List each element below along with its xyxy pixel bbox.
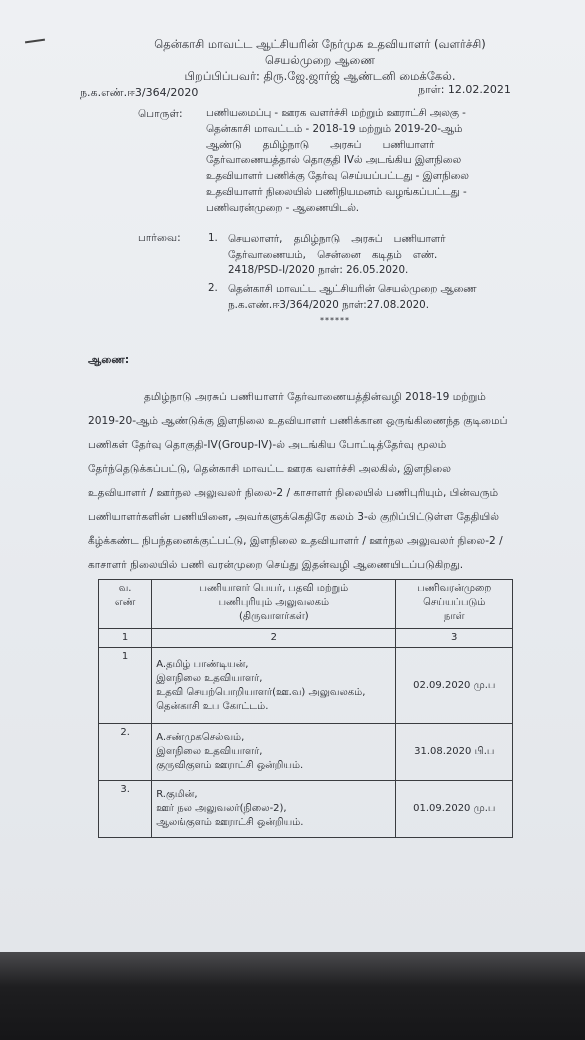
subject-line: ஆண்டு தமிழ்நாடு அரசுப் பணியாளர் bbox=[206, 138, 435, 151]
order-line: உதவியாளர் / ஊர்நல அலுவலர் நிலை-2 / காசாளர் நிலையில் பணிபுரியும், பின்வரும் bbox=[88, 487, 499, 499]
order-date: நாள்: 12.02.2021 bbox=[418, 83, 511, 96]
row-date: 02.09.2020 மு.ப bbox=[396, 648, 513, 724]
header-employee-details bbox=[152, 580, 396, 629]
table-row bbox=[99, 648, 513, 724]
employee-line: R.குமின், bbox=[156, 789, 198, 800]
column-number: 2 bbox=[152, 629, 396, 648]
header-text: பணிபுரியும் அலுவலகம் bbox=[218, 597, 330, 608]
header-text: வ. bbox=[118, 583, 132, 594]
table-row bbox=[99, 781, 513, 838]
pen-mark bbox=[25, 39, 45, 44]
order-line: காசாளர் நிலையில் பணி வரன்முறை செய்து இதன்வழி ஆணையிடப்படுகிறது. bbox=[88, 559, 464, 571]
order-line: பணிகள் தேர்வு தொகுதி-IV(Group-IV)-ல் அடங்கிய போட்டித்தேர்வு மூலம் bbox=[88, 439, 447, 451]
column-number: 3 bbox=[396, 629, 513, 648]
row-employee-details bbox=[152, 648, 396, 724]
row-serial-number: 3. bbox=[99, 781, 152, 838]
header-text: பணியாளர் பெயர், பதவி மற்றும் bbox=[199, 583, 349, 594]
header-text: எண் bbox=[114, 597, 136, 608]
row-serial-number: 1 bbox=[99, 648, 152, 724]
reference-label: பார்வை: bbox=[138, 232, 181, 244]
employee-line: இளநிலை உதவியாளர், bbox=[156, 746, 263, 757]
employee-line: உதவி செயற்பொறியாளர்(ஊ.வ) அலுவலகம், bbox=[156, 686, 366, 698]
order-line: தேர்ந்தெடுக்கப்பட்டு, தென்காசி மாவட்ட ஊரக வளர்ச்சி அலகில், இளநிலை bbox=[88, 463, 452, 475]
employee-line: தென்காசி உப கோட்டம். bbox=[156, 700, 269, 712]
header-line-3: பிறப்பிப்பவர்: திரு.ஜே.ஜார்ஜ் ஆண்டனி மைக்கேல். bbox=[184, 69, 456, 83]
background-surface bbox=[0, 952, 585, 1040]
header-serial-number bbox=[99, 580, 152, 629]
order-label: ஆணை: bbox=[88, 354, 130, 366]
reference-number: ந.க.எண்.ஈ3/364/2020 bbox=[80, 86, 199, 99]
regularisation-table bbox=[98, 579, 513, 838]
subject-line: பணிவரன்முறை - ஆணையிடல். bbox=[206, 201, 360, 214]
header-line-2: செயல்முறை ஆணை bbox=[265, 53, 375, 67]
header-regularisation-date bbox=[396, 580, 513, 629]
row-date: 01.09.2020 மு.ப bbox=[396, 781, 513, 838]
order-line: 2019-20-ஆம் ஆண்டுக்கு இளநிலை உதவியாளர் பணிக்கான ஒருங்கிணைந்த குடிமைப் bbox=[88, 415, 508, 427]
reference-line: 2418/PSD-I/2020 நாள்: 26.05.2020. bbox=[228, 264, 409, 276]
order-body bbox=[88, 385, 508, 577]
subject-line: தேர்வாணையத்தால் தொகுதி IVல் அடங்கிய இளநிலை bbox=[206, 154, 462, 167]
table-row bbox=[99, 724, 513, 781]
subject-line: உதவியாளர் பணிக்கு தேர்வு செய்யப்பட்டது - இளநிலை bbox=[206, 170, 469, 183]
row-employee-details bbox=[152, 781, 396, 838]
header-text: நாள் bbox=[443, 611, 465, 622]
reference-line: செயலாளர், தமிழ்நாடு அரசுப் பணியாளர் bbox=[228, 233, 446, 245]
subject-label: பொருள்: bbox=[138, 108, 183, 120]
header-text: செய்யப்படும் bbox=[423, 597, 486, 608]
reference-item-number: 1. bbox=[208, 232, 218, 244]
subject-line: உதவியாளர் நிலையில் பணிநியமனம் வழங்கப்பட்டது - bbox=[206, 185, 467, 198]
order-line: பணியாளர்களின் பணியினை, அவர்களுக்கெதிரே கலம் 3-ல் குறிப்பிட்டுள்ள தேதியில் bbox=[88, 511, 500, 523]
reference-line: தேர்வாணையம், சென்னை கடிதம் எண். bbox=[228, 248, 438, 261]
employee-line: ஊர் நல அலுவலர்(நிலை-2), bbox=[156, 803, 287, 814]
employee-line: ஆலங்குளம் ஊராட்சி ஒன்றியம். bbox=[156, 817, 304, 828]
row-employee-details bbox=[152, 724, 396, 781]
table-header-row bbox=[99, 580, 513, 629]
employee-line: A.தமிழ் பாண்டியன், bbox=[156, 658, 249, 670]
header-text: (திருவாளர்கள்) bbox=[238, 611, 309, 622]
employee-line: குருவிகுளம் ஊராட்சி ஒன்றியம். bbox=[156, 760, 304, 771]
reference-item-1 bbox=[228, 232, 528, 279]
reference-line: ந.க.எண்.ஈ3/364/2020 நாள்:27.08.2020. bbox=[228, 298, 430, 311]
column-number-row bbox=[99, 629, 513, 648]
subject-text bbox=[206, 106, 526, 217]
separator-stars: ****** bbox=[320, 316, 350, 325]
subject-line: பணியமைப்பு - ஊரக வளர்ச்சி மற்றும் ஊராட்சி அலகு - bbox=[206, 107, 466, 119]
order-line: தமிழ்நாடு அரசுப் பணியாளர் தேர்வாணையத்தின்வழி 2018-19 மற்றும் bbox=[144, 391, 486, 403]
subject-line: தென்காசி மாவட்டம் - 2018-19 மற்றும் 2019-20-ஆம் bbox=[206, 122, 463, 135]
header-line-1: தென்காசி மாவட்ட ஆட்சியரின் நேர்முக உதவியாளர் (வளர்ச்சி) bbox=[154, 37, 486, 51]
reference-line: தென்காசி மாவட்ட ஆட்சியரின் செயல்முறை ஆணை bbox=[228, 283, 477, 295]
row-date: 31.08.2020 பி.ப bbox=[396, 724, 513, 781]
employee-line: இளநிலை உதவியாளர், bbox=[156, 672, 263, 684]
row-serial-number: 2. bbox=[99, 724, 152, 781]
column-number: 1 bbox=[99, 629, 152, 648]
employee-line: A.சண்முகசெல்வம், bbox=[156, 732, 245, 743]
order-line: கீழ்க்கண்ட நிபந்தனைக்குட்பட்டு, இளநிலை உதவியாளர் / ஊர்நல அலுவலர் நிலை-2 / bbox=[88, 535, 503, 547]
reference-item-2 bbox=[228, 282, 528, 313]
reference-item-number: 2. bbox=[208, 282, 218, 294]
header-text: பணிவரன்முறை bbox=[417, 583, 492, 594]
